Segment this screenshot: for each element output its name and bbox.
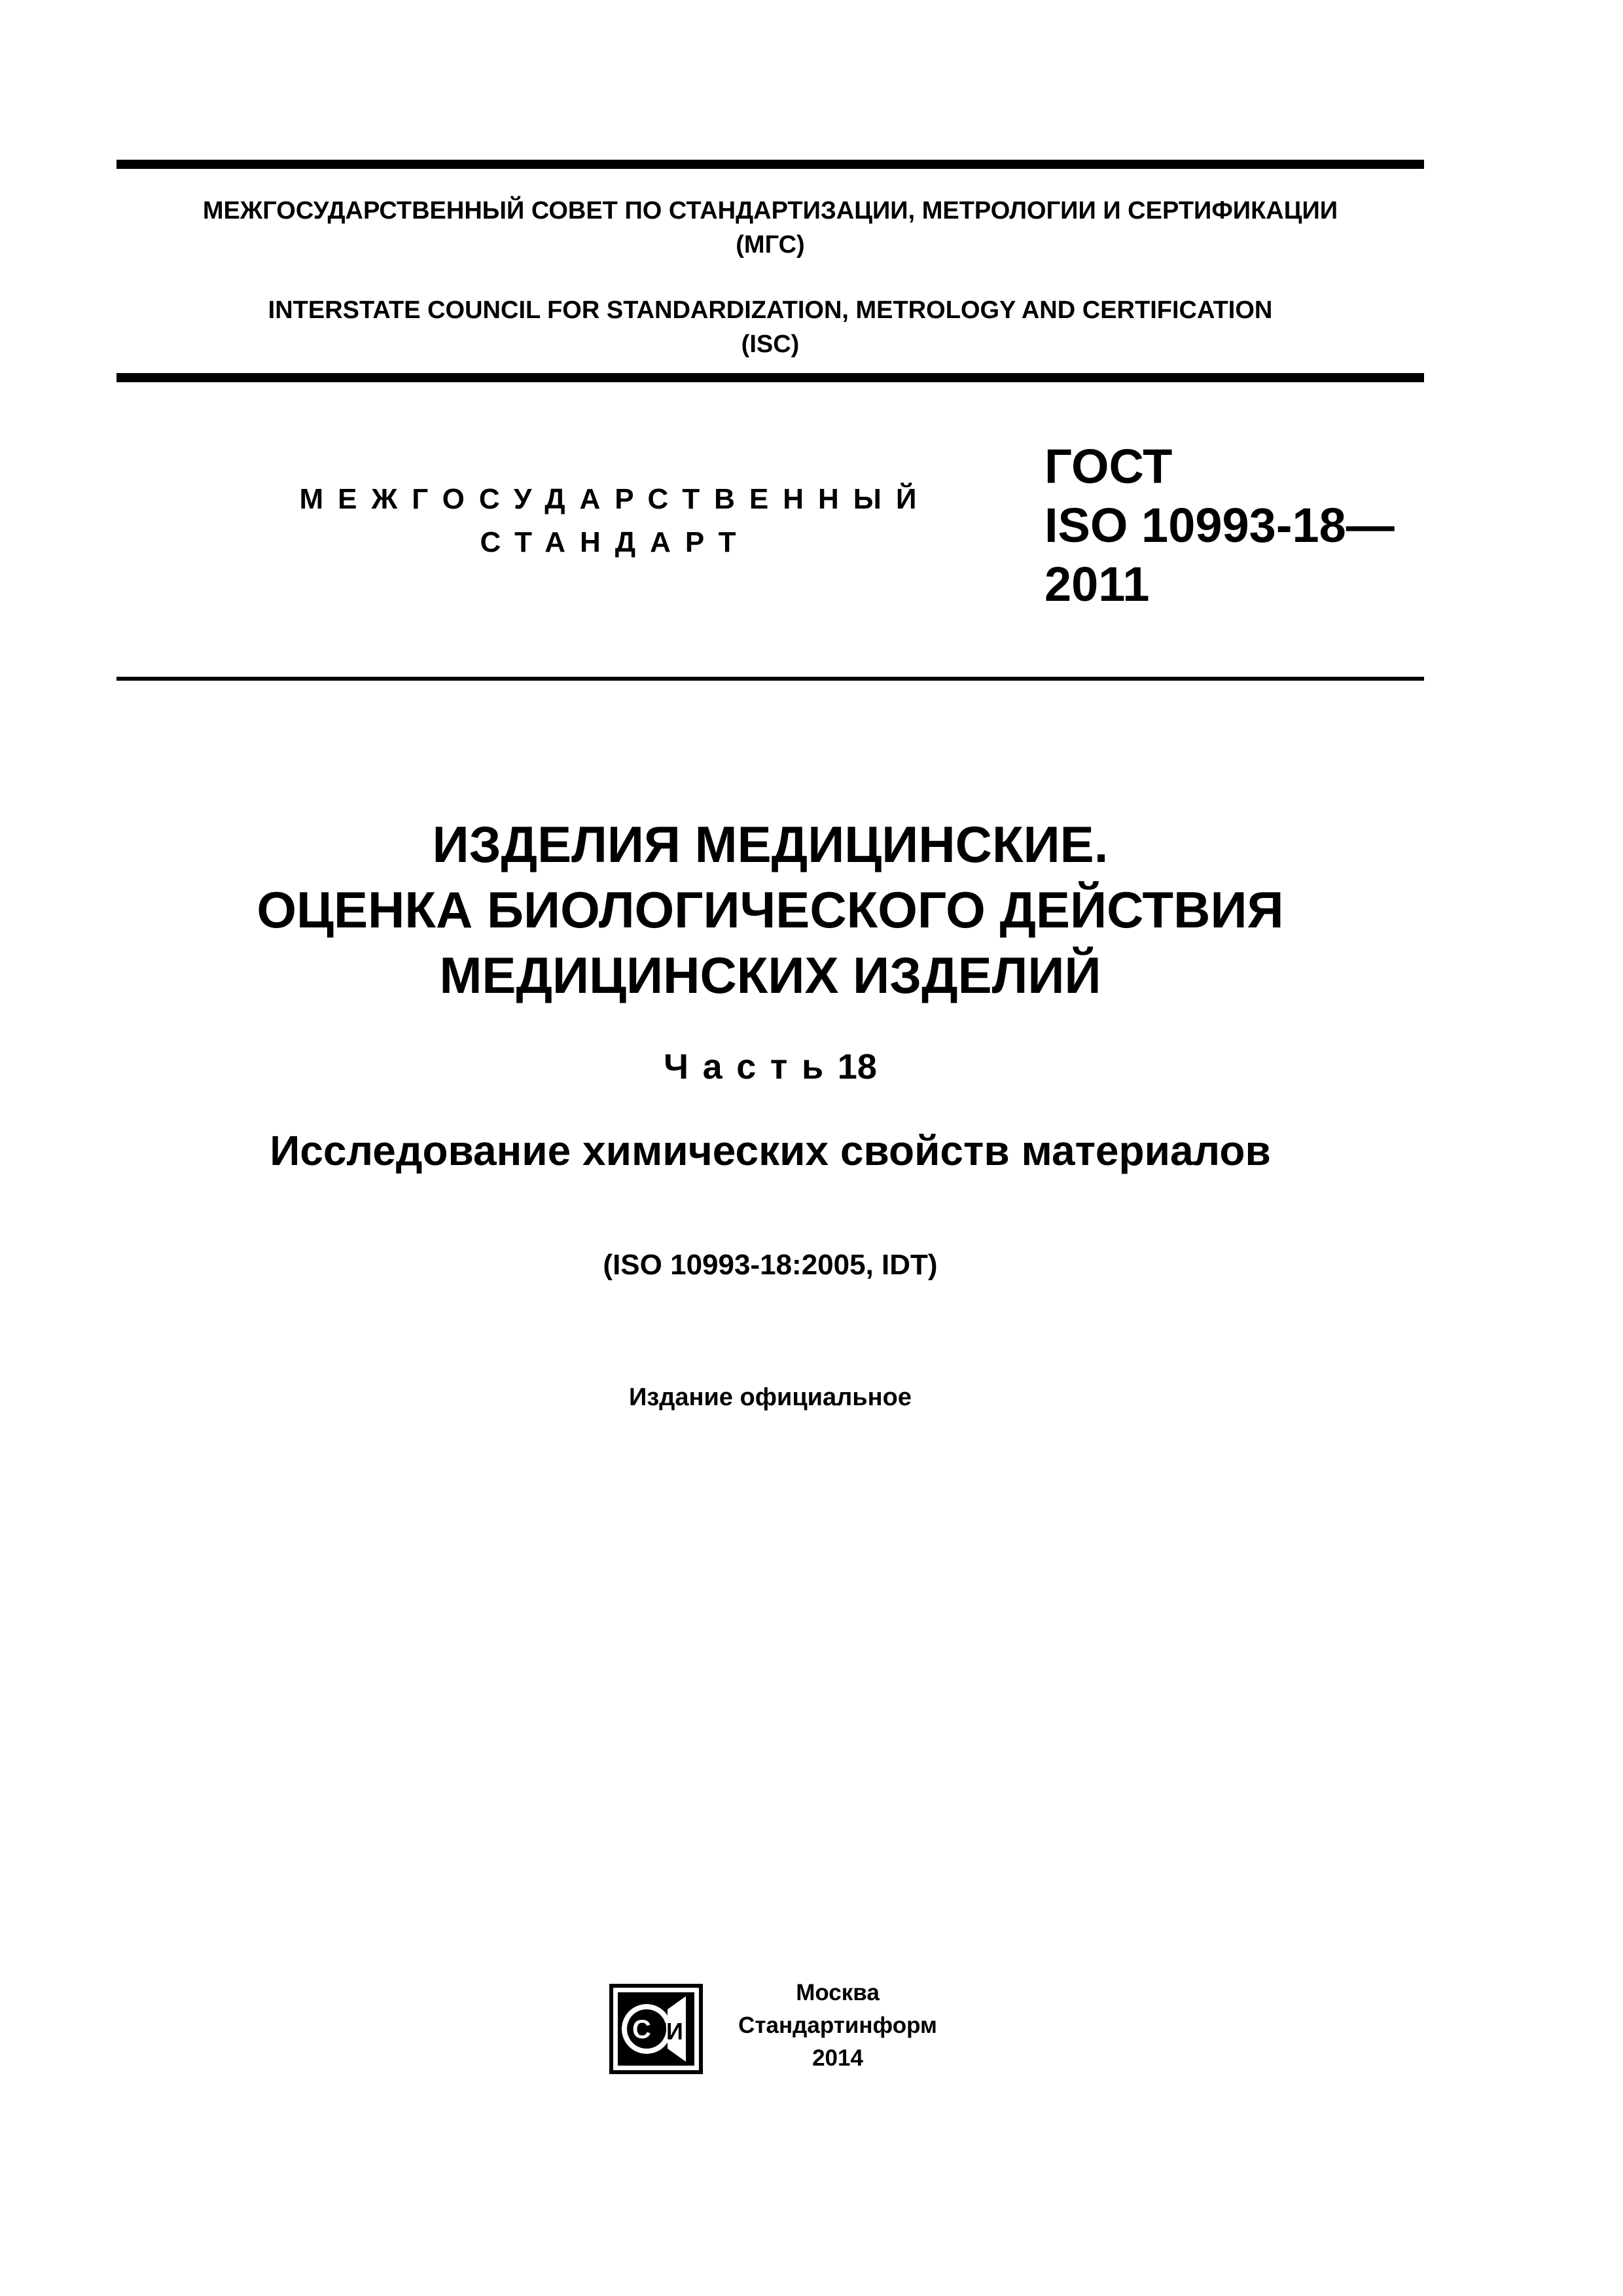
council-name-ru <box>116 194 1424 262</box>
iso-reference: (ISO 10993-18:2005, IDT) <box>603 1249 938 1281</box>
publisher-year: 2014 <box>812 2045 863 2071</box>
publisher-city: Москва <box>796 1980 880 2005</box>
council-name-en <box>116 293 1424 361</box>
publisher-info <box>713 1977 962 2075</box>
svg-text:ТИ: ТИ <box>652 2018 683 2045</box>
part-label <box>116 1046 1424 1088</box>
standard-type-label <box>196 478 1034 564</box>
title-line3: МЕДИЦИНСКИХ ИЗДЕЛИЙ <box>439 946 1101 1004</box>
document-subtitle: Исследование химических свойств материалов <box>270 1127 1271 1174</box>
publisher-name: Стандартинформ <box>738 2013 937 2038</box>
standard-type-line2: СТАНДАРТ <box>480 526 751 558</box>
publisher-logo <box>609 1983 704 2075</box>
standard-type-line1: МЕЖГОСУДАРСТВЕННЫЙ <box>299 483 931 515</box>
top-rule <box>116 160 1424 169</box>
title-line2: ОЦЕНКА БИОЛОГИЧЕСКОГО ДЕЙСТВИЯ <box>257 881 1284 939</box>
standard-bottom-rule <box>116 677 1424 681</box>
gost-line3: 2011 <box>1044 557 1150 611</box>
council-name-en-line1: INTERSTATE COUNCIL FOR STANDARDIZATION, METROLOGY AND CERTIFICATION <box>268 296 1273 324</box>
document-title <box>116 812 1424 1008</box>
gost-line2: ISO 10993-18— <box>1044 498 1395 552</box>
council-abbr-ru: (МГС) <box>736 231 805 259</box>
edition-note: Издание официальное <box>629 1384 912 1411</box>
part-number: 18 <box>837 1047 877 1086</box>
gost-designation <box>1044 437 1395 614</box>
svg-text:С: С <box>632 2015 651 2044</box>
header-bottom-rule <box>116 373 1424 382</box>
gost-line1: ГОСТ <box>1044 439 1173 493</box>
council-name-ru-line1: МЕЖГОСУДАРСТВЕННЫЙ СОВЕТ ПО СТАНДАРТИЗАЦИИ, МЕТРОЛОГИИ И СЕРТИФИКАЦИИ <box>202 197 1338 224</box>
title-line1: ИЗДЕЛИЯ МЕДИЦИНСКИЕ. <box>432 816 1109 873</box>
council-abbr-en: (ISC) <box>741 331 800 358</box>
part-word: Часть <box>664 1047 838 1086</box>
